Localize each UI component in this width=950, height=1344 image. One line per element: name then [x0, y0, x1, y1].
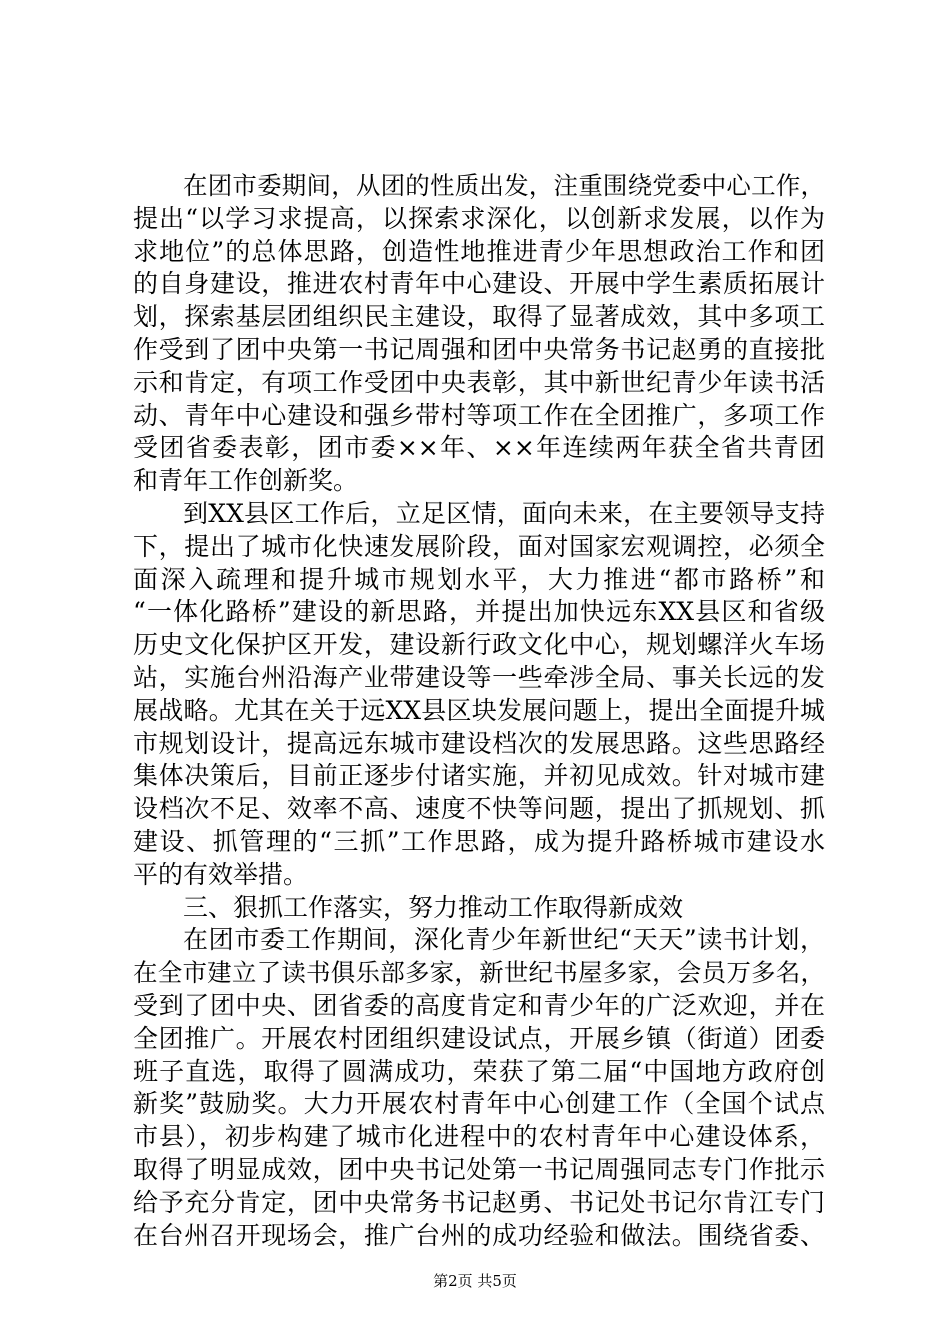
- text-line: 集体决策后，目前正逐步付诸实施，并初见成效。针对城市建: [133, 761, 825, 791]
- text-line: 在台州召开现场会，推广台州的成功经验和做法。围绕省委、: [133, 1220, 825, 1250]
- text-line: 下，提出了城市化快速发展阶段，面对国家宏观调控，必须全: [133, 531, 825, 561]
- text-line: 提出“以学习求提高，以探索求深化，以创新求发展，以作为: [133, 203, 825, 233]
- text-line: 市规划设计，提高远东城市建设档次的发展思路。这些思路经: [133, 728, 825, 758]
- text-line: 平的有效举措。: [133, 859, 309, 889]
- text-line: 建设、抓管理的“三抓”工作思路，成为提升路桥城市建设水: [133, 826, 825, 856]
- document-body: [133, 170, 825, 1252]
- text-line: 在团市委工作期间，深化青少年新世纪“天天”读书计划，: [183, 925, 825, 955]
- text-line: 动、青年中心建设和强乡带村等项工作在全团推广，多项工作: [133, 400, 825, 430]
- text-line: 在全市建立了读书俱乐部多家，新世纪书屋多家，会员万多名，: [133, 958, 825, 988]
- text-line: 受到了团中央、团省委的高度肯定和青少年的广泛欢迎，并在: [133, 990, 825, 1020]
- text-line: 给予充分肯定，团中央常务书记赵勇、书记处书记尔肯江专门: [133, 1187, 825, 1217]
- text-line: 在团市委期间，从团的性质出发，注重围绕党委中心工作，: [183, 171, 825, 200]
- text-line: 划，探索基层团组织民主建设，取得了显著成效，其中多项工: [133, 302, 825, 332]
- text-line: 受团省委表彰，团市委××年、××年连续两年获全省共青团: [133, 433, 825, 463]
- text-line: 设档次不足、效率不高、速度不快等问题，提出了抓规划、抓: [133, 794, 825, 824]
- text-line: 市县），初步构建了城市化进程中的农村青年中心建设体系，: [133, 1122, 825, 1152]
- text-line: 三、狠抓工作落实，努力推动工作取得新成效: [183, 892, 684, 922]
- text-line: 全团推广。开展农村团组织建设试点，开展乡镇（街道）团委: [133, 1023, 825, 1053]
- text-line: 展战略。尤其在关于远XX县区块发展问题上，提出全面提升城: [133, 695, 825, 725]
- text-line: 面深入疏理和提升城市规划水平，大力推进“都市路桥”和: [133, 564, 825, 594]
- text-line: 取得了明显成效，团中央书记处第一书记周强同志专门作批示: [133, 1154, 825, 1184]
- text-line: 求地位”的总体思路，创造性地推进青少年思想政治工作和团: [133, 236, 825, 266]
- text-line: 示和肯定，有项工作受团中央表彰，其中新世纪青少年读书活: [133, 367, 825, 397]
- text-line: 到XX县区工作后，立足区情，面向未来，在主要领导支持: [183, 498, 825, 528]
- text-line: 的自身建设，推进农村青年中心建设、开展中学生素质拓展计: [133, 269, 825, 299]
- text-line: 历史文化保护区开发，建设新行政文化中心，规划螺洋火车场: [133, 630, 825, 660]
- text-line: 和青年工作创新奖。: [133, 466, 359, 496]
- text-line: 新奖”鼓励奖。大力开展农村青年中心创建工作（全国个试点: [133, 1089, 825, 1119]
- text-line: 作受到了团中央第一书记周强和团中央常务书记赵勇的直接批: [133, 334, 825, 364]
- text-line: 站，实施台州沿海产业带建设等一些牵涉全局、事关长远的发: [133, 662, 825, 692]
- page-number-footer: 第2页 共5页: [433, 1272, 517, 1290]
- text-line: 班子直选，取得了圆满成功，荣获了第二届“中国地方政府创: [133, 1056, 825, 1086]
- text-line: “一体化路桥”建设的新思路，并提出加快远东XX县区和省级: [133, 597, 825, 627]
